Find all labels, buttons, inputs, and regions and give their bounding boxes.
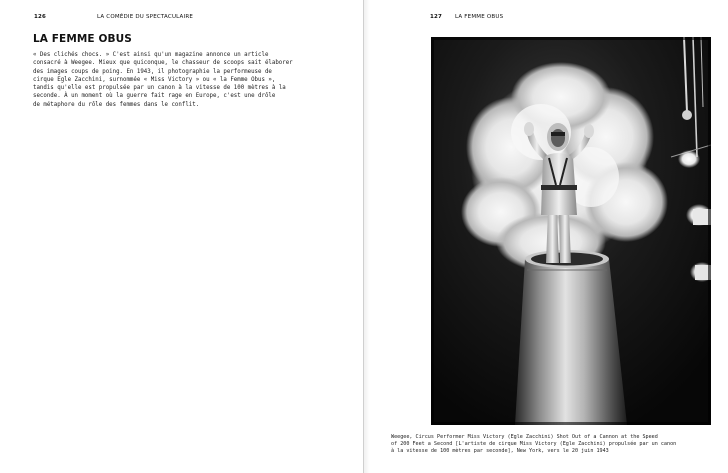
body-line: des images coups de poing. En 1943, il photographie la performeuse de bbox=[33, 68, 272, 75]
caption-line: à la vitesse de 100 mètres par seconde], New York, vers le 20 juin 1943 bbox=[391, 448, 609, 455]
photograph bbox=[431, 37, 711, 425]
caption-line: of 200 Feet a Second [L'artiste de cirque Miss Victory (Egle Zacchini) propulsée par un canon bbox=[391, 441, 677, 448]
body-line: tandis qu'elle est propulsée par un canon à la vitesse de 100 mètres à la bbox=[33, 85, 286, 92]
cannon-woman-photo-icon bbox=[431, 37, 711, 425]
caption-line: Weegee, Circus Performer Miss Victory (Egle Zacchini) Shot Out of a Cannon at the Speed bbox=[391, 434, 658, 440]
photo-caption bbox=[391, 434, 723, 456]
body-line: de métaphore du rôle des femmes dans le conflit. bbox=[33, 101, 200, 108]
body-paragraph bbox=[33, 51, 333, 109]
page-number-right: 127 bbox=[430, 14, 443, 20]
page-number-left: 126 bbox=[34, 14, 47, 20]
right-page bbox=[365, 0, 728, 473]
body-line: cirque Egle Zacchini, surnommée « Miss Victory » ou « la Femme Obus », bbox=[33, 76, 276, 83]
running-head-right: LA FEMME OBUS bbox=[455, 14, 504, 20]
running-head-left: LA COMÉDIE DU SPECTACULAIRE bbox=[97, 14, 194, 20]
left-page bbox=[0, 0, 363, 473]
body-line: consacré à Weegee. Mieux que quiconque, le chasseur de scoops sait élaborer bbox=[33, 60, 293, 67]
body-line: « Des clichés chocs. » C'est ainsi qu'un magazine annonce un article bbox=[33, 52, 269, 58]
body-line: seconde. À un moment où la guerre fait rage en Europe, c'est une drôle bbox=[33, 93, 276, 100]
section-title: LA FEMME OBUS bbox=[33, 33, 132, 45]
